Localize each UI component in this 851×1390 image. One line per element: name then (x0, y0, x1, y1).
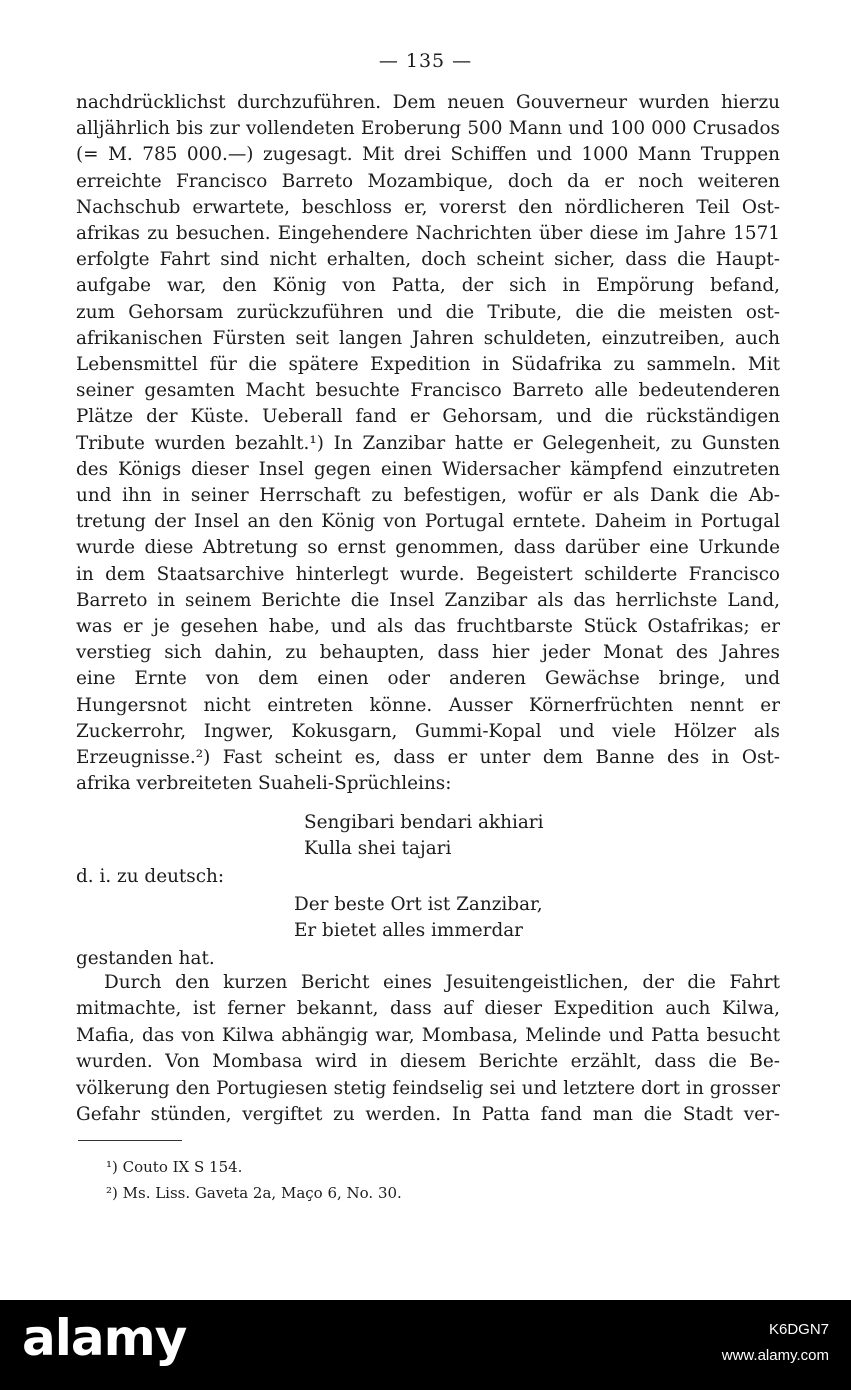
text-line: und ihn in seiner Herrschaft zu befestigen, wofür er als Dank die Ab- (76, 485, 780, 506)
text-line: Erzeugnisse.²) Fast scheint es, dass er unter dem Banne des in Ost- (76, 747, 780, 768)
text-line: afrikas zu besuchen. Eingehendere Nachrichten über diese im Jahre 1571 (76, 223, 780, 244)
footnote-divider (78, 1140, 182, 1141)
page-number: — 135 — (378, 50, 473, 72)
text-line: afrikanischen Fürsten seit langen Jahren schuldeten, einzutreiben, auch (76, 327, 780, 349)
text-line: Barreto in seinem Berichte die Insel Zanzibar als das herrlichste Land, (76, 589, 780, 611)
text-line: Tribute wurden bezahlt.¹) In Zanzibar hatte er Gelegenheit, zu Gunsten (76, 432, 780, 454)
verse-2-line-1: Der beste Ort ist Zanzibar, (294, 894, 543, 915)
text-line: eine Ernte von dem einen oder anderen Gewächse bringe, und (76, 668, 780, 690)
text-line: nachdrücklichst durchzuführen. Dem neuen Gouverneur wurden hierzu (76, 92, 780, 113)
text-line: Gefahr stünden, vergiftet zu werden. In Patta fand man die Stadt ver- (76, 1104, 780, 1125)
text-line: erfolgte Fahrt sind nicht erhalten, doch scheint sicher, dass die Haupt- (76, 249, 780, 271)
text-line: zum Gehorsam zurückzuführen und die Tribute, die die meisten ost- (76, 301, 780, 323)
alamy-logo: alamy (22, 1309, 187, 1367)
verse-2-line-2: Er bietet alles immerdar (294, 920, 523, 941)
text-line: wurde diese Abtretung so ernst genommen, dass darüber eine Urkunde (76, 537, 780, 559)
text-line: Mafia, das von Kilwa abhängig war, Mombasa, Melinde und Patta besucht (76, 1024, 780, 1046)
text-line: seiner gesamten Macht besuchte Francisco Barreto alle bedeutenderen (76, 380, 780, 402)
text-line: Lebensmittel für die spätere Expedition in Südafrika zu sammeln. Mit (76, 354, 780, 375)
text-line: mitmachte, ist ferner bekannt, dass auf dieser Expedition auch Kilwa, (76, 998, 780, 1020)
text-line: was er je gesehen habe, und als das fruchtbarste Stück Ostafrikas; er (76, 616, 780, 637)
text-line: erreichte Francisco Barreto Mozambique, doch da er noch weiteren (76, 170, 780, 192)
text-line: Nachschub erwartete, beschloss er, vorerst den nördlicheren Teil Ost- (76, 196, 780, 218)
text-line: völkerung den Portugiesen stetig feindselig sei und letztere dort in grosser (76, 1077, 780, 1099)
text-line: verstieg sich dahin, zu behaupten, dass hier jeder Monat des Jahres (76, 642, 780, 664)
text-line: Plätze der Küste. Ueberall fand er Gehorsam, und die rückständigen (76, 406, 780, 428)
text-line: des Königs dieser Insel gegen einen Widersacher kämpfend einzutreten (76, 458, 780, 480)
footnote-1: ¹) Couto IX S 154. (106, 1158, 243, 1176)
verse-1-line-2: Kulla shei tajari (304, 838, 452, 859)
text-line: in dem Staatsarchive hinterlegt wurde. Begeistert schilderte Francisco (76, 563, 780, 585)
watermark-banner (0, 1300, 851, 1390)
gestanden-line: gestanden hat. (76, 948, 215, 969)
text-line: (= M. 785 000.—) zugesagt. Mit drei Schiffen und 1000 Mann Truppen (76, 144, 780, 166)
footnote-2: ²) Ms. Liss. Gaveta 2a, Maço 6, No. 30. (106, 1184, 402, 1202)
text-line: afrika verbreiteten Suaheli-Sprüchleins: (76, 773, 452, 795)
image-id: K6DGN7 (768, 1321, 829, 1338)
site-url: www.alamy.com (721, 1347, 829, 1364)
text-line: aufgabe war, den König von Patta, der sich in Empörung befand, (76, 275, 780, 297)
text-line: tretung der Insel an den König von Portugal erntete. Daheim in Portugal (76, 511, 780, 533)
translation-intro: d. i. zu deutsch: (76, 866, 225, 887)
text-line: alljährlich bis zur vollendeten Eroberung 500 Mann und 100 000 Crusados (76, 118, 780, 140)
text-line: Hungersnot nicht eintreten könne. Ausser Körnerfrüchten nennt er (76, 694, 780, 716)
text-line: Zuckerrohr, Ingwer, Kokusgarn, Gummi-Kopal und viele Hölzer als (76, 720, 780, 742)
verse-1-line-1: Sengibari bendari akhiari (304, 812, 544, 833)
text-line: wurden. Von Mombasa wird in diesem Berichte erzählt, dass die Be- (76, 1051, 780, 1073)
text-line: Durch den kurzen Bericht eines Jesuitengeistlichen, der die Fahrt (104, 972, 780, 993)
